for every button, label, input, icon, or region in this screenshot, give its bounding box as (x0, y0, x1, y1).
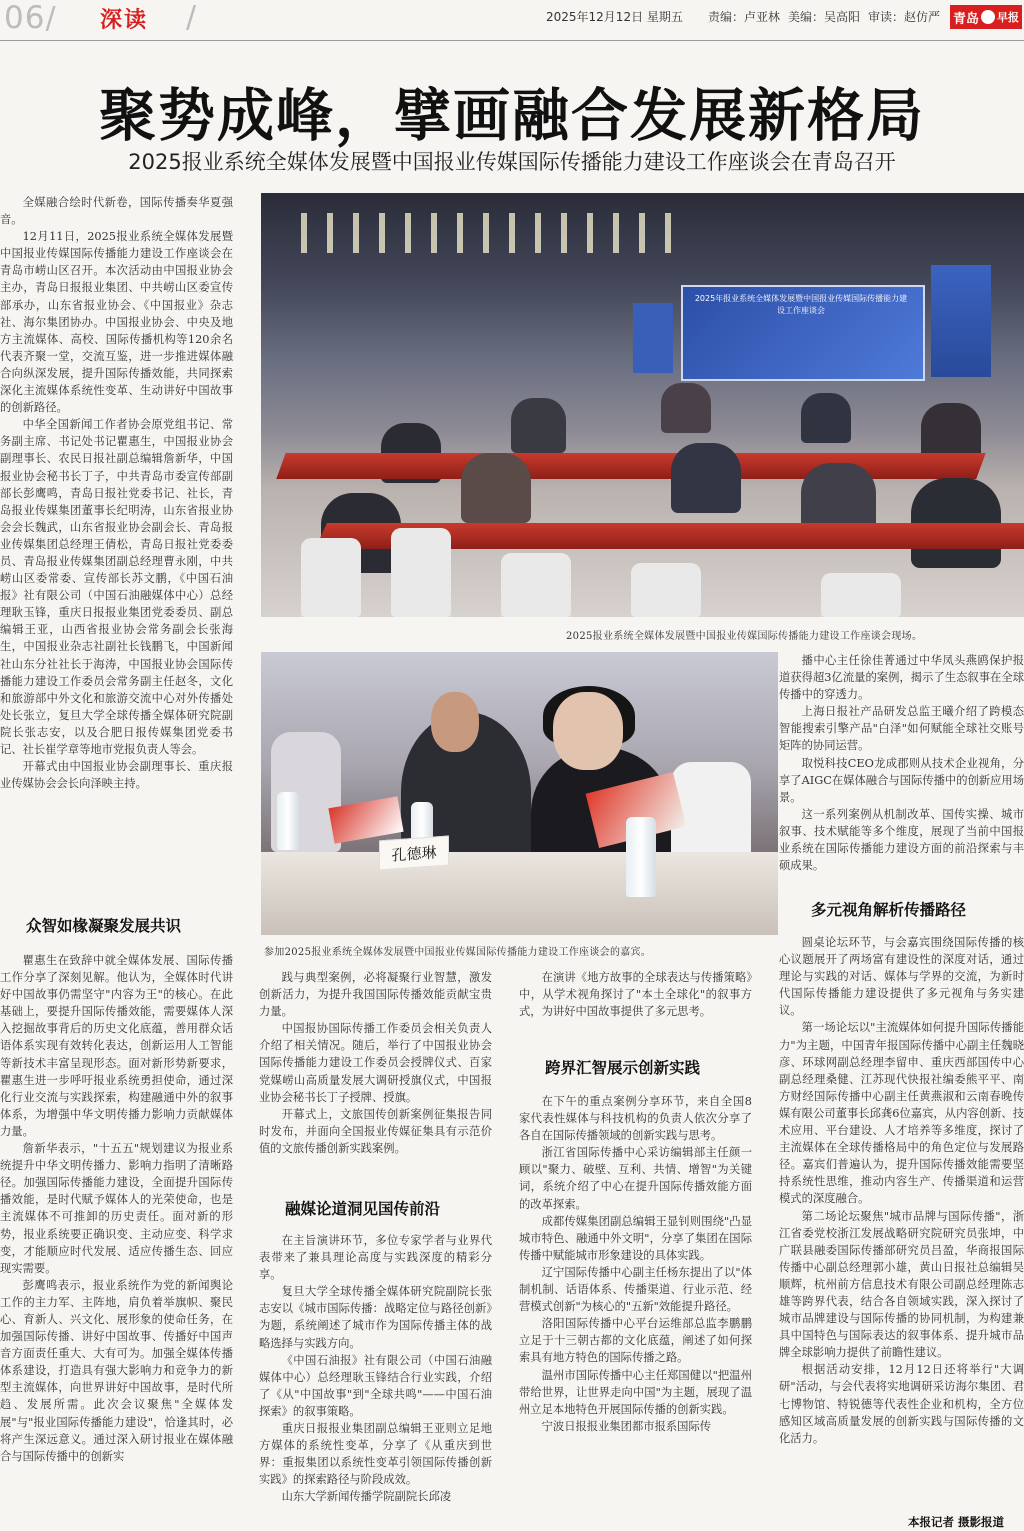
paragraph: 践与典型案例，必将凝聚行业智慧，激发创新活力，为提升我国国际传播效能贡献宝贵力量。 (259, 971, 492, 1019)
paragraph: 山东大学新闻传播学院副院长邱凌 (281, 1490, 452, 1504)
paragraph: 播中心主任徐佳菁通过中华凤头燕鸥保护报道获得超3亿流量的案例，揭示了生态叙事在全球传播中的穿透力。 (779, 654, 1024, 702)
paragraph: 詹新华表示，"十五五"规划建议为报业系统提升中华文明传播力、影响力指明了清晰路径。加强国际传播能力建设，全面提升国际传播效能，是时代赋予媒体人的光荣使命，也是主流媒体不可推卸的历史责任。面对新的形势，报业系统要正确识变、主动应变、科学求变，才能顺应时代发展、适应传播生态、回应现实需要。 (0, 1142, 233, 1275)
editor-credit: 责编：卢亚林 (708, 10, 781, 24)
section-heading-consensus: 众智如椽凝聚发展共识 (26, 917, 182, 935)
issue-date: 2025年12月12日 星期五 (546, 10, 683, 24)
paragraph: 这一系列案例从机制改革、国传实操、城市叙事、技术赋能等多个维度，展现了当前中国报业系统在国际传播能力建设方面的前沿探索与丰硕成果。 (779, 807, 1024, 873)
section-divider: / (186, 0, 197, 35)
paragraph: 开幕式由中国报业协会副理事长、重庆报业传媒协会会长向泽映主持。 (0, 760, 233, 791)
section-title: 深读 (100, 8, 149, 33)
conference-hall-photo (261, 193, 1024, 617)
stage-screen-text: 2025年报业系统全媒体发展暨中国报业传媒国际传播能力建设工作座谈会 (694, 294, 908, 315)
paragraph: 在主旨演讲环节，多位专家学者与业界代表带来了兼具理论高度与实践深度的精彩分享。 (259, 1234, 492, 1282)
column-1-intro (0, 194, 233, 884)
photo1-caption: 2025报业系统全媒体发展暨中国报业传媒国际传播能力建设工作座谈会现场。 (566, 631, 923, 642)
paragraph: 彭鹰鸣表示，报业系统作为党的新闻舆论工作的主力军、主阵地，肩负着举旗帜、聚民心、育新人、兴文化、展形象的使命任务，在加强国际传播、讲好中国故事、传播好中国声音方面责任重大、大有可为。加强全媒体传播体系建设，打造具有强大影响力和竞争力的新型主流媒体，向世界讲好中国故事，是时代所趋、发展所需。此次会议聚焦"全媒体发展"与"报业国际传播能力建设"，恰逢其时，必将产生深远意义。通过深入研讨报业在媒体融合与国际传播中的创新实 (0, 1278, 233, 1463)
nameplate: 孔德琳 (379, 836, 449, 871)
paragraph: 辽宁国际传播中心副主任杨东提出了以"体制机制、话语体系、传播渠道、行业示范、经营模式创新"为核心的"五新"效能提升路径。 (519, 1265, 752, 1314)
paragraph: 浙江省国际传播中心采访编辑部主任颜一顾以"聚力、破壁、互利、共情、增智"为关键词，系统介绍了中心在提升国际传播效能方面的改革探索。 (519, 1146, 752, 1211)
section-heading-practice: 跨界汇智展示创新实践 (545, 1059, 701, 1077)
column-2-body (259, 1232, 492, 1531)
paragraph: 《中国石油报》社有限公司（中国石油融媒体中心）总经理耿玉锋结合行业实践，介绍了《从"中国故事"到"全球共鸣"——中国石油探索》的叙事策略。 (259, 1353, 492, 1418)
byline: 本报记者 摄影报道 (908, 1515, 1005, 1529)
paragraph: 中华全国新闻工作者协会原党组书记、常务副主席、书记处书记瞿惠生，中国报业协会副理事长、农民日报社副总编辑詹新华，中国报业协会秘书长丁子，中共青岛市委宣传部副部长彭鹰鸣，青岛日报社党委书记、社长，青岛报业传媒集团董事长纪明涛，山东省报业协会会长魏武，山东省报业协会副会长、青岛报业传媒集团总经理王倩松，青岛日报社党委委员、青岛报业传媒集团副总经理曹永刚，中共崂山区委常委、宣传部长苏文鹏，《中国石油报》社有限公司（中国石油融媒体中心）总经理耿玉锋，重庆日报报业集团党委委员、副总编辑王亚，山西省报业协会常务副会长张海生，中国报业杂志社副社长钱鹏飞，中国新闻社山东分社社长于海涛，中国报业协会国际传播能力建设工作委员会常务副主任赵冬，文化和旅游部中外文化和旅游交流中心对外传播处处长张立，复旦大学全球传播全媒体研究院副院长张志安，以及合肥日报传媒集团党委书记、社长崔学章等地市党报负责人等会。 (0, 418, 233, 756)
reviewer-credit: 审读：赵仿严 (868, 10, 941, 24)
paragraph: 上海日报社产品研发总监王曦介绍了跨模态智能搜索引擎产品"白泽"如何赋能全球社交账号矩阵的协同运营。 (779, 705, 1024, 753)
page-number: 06/ (4, 0, 57, 36)
section-heading-perspectives: 多元视角解析传播路径 (811, 901, 967, 919)
paragraph: 复旦大学全球传播全媒体研究院副院长张志安以《城市国际传播：战略定位与路径创新》为题，系统阐述了城市作为国际传播主体的战略选择与实践方向。 (259, 1285, 492, 1350)
logo-badge-icon (981, 10, 995, 24)
column-3-top (519, 969, 752, 1039)
paragraph: 中国报协国际传播工作委员会相关负责人介绍了相关情况。随后，举行了中国报业协会国际传播能力建设工作委员会授牌仪式、百家党媒崂山高质量发展大调研授旗仪式，中国报业协会秘书长丁子授牌、授旗。 (259, 1022, 492, 1104)
paragraph: 12月11日，2025报业系统全媒体发展暨中国报业传媒国际传播能力建设工作座谈会在青岛市崂山区召开。本次活动由中国报业协会主办，青岛日报报业集团、中共崂山区委宣传部承办，山东省报业协会、《中国报业》杂志社、海尔集团协办。中国报业协会、中央及地方主流媒体、高校、国际传播机构等120余名代表齐聚一堂，交流互鉴，进一步推进媒体融合向纵深发展，提升国际传播效能，共同探索深化主流媒体系统性变革、生动讲好中国故事的创新路径。 (0, 230, 233, 415)
photo2-caption: 参加2025报业系统全媒体发展暨中国报业传媒国际传播能力建设工作座谈会的嘉宾。 (264, 947, 652, 958)
paragraph: 第一场论坛以"主流媒体如何提升国际传播能力"为主题，中国青年报国际传播中心副主任魏晓彦、环球网副总经理李留申、重庆西部国传中心副总经理桑健、江苏现代快报社编委熊平平、南方财经国际传播中心副主任黄燕淑和云南春晚传媒有限公司董事长邱龚6位嘉宾，从内容创新、技术应用、平台建设、人才培养等多维度，探讨了主流媒体在全球传播格局中的角色定位与发展路径。嘉宾们普遍认为，提升国际传播效能需要坚持系统性思维，推动内容生产、传播渠道和运营模式的深度融合。 (779, 1021, 1024, 1206)
art-editor-credit: 美编：吴高阳 (788, 10, 861, 24)
section-heading-forum: 融媒论道洞见国传前沿 (285, 1200, 441, 1218)
subheadline: 2025报业系统全媒体发展暨中国报业传媒国际传播能力建设工作座谈会在青岛召开 (128, 150, 896, 174)
paragraph: 在演讲《地方故事的全球表达与传播策略》中，从学术视角探讨了"本土全球化"的叙事方式，为讲好中国故事提供了多元思考。 (519, 971, 752, 1019)
paragraph: 重庆日报报业集团副总编辑王亚则立足地方媒体的系统性变革，分享了《从重庆到世界：重报集团以系统性变革引领国际传播创新实践》的探索路径与阶段成效。 (259, 1422, 492, 1487)
column-4-top (779, 652, 1024, 878)
paragraph: 开幕式上，文旅国传创新案例征集报告同时发布，并面向全国报业传媒征集具有示范价值的文旅传播创新实践案例。 (259, 1107, 492, 1155)
paragraph: 根据活动安排，12月12日还将举行"大调研"活动，与会代表将实地调研采访海尔集团、君七博物馆、特锐德等代表性企业和机构，全方位感知区域高质量发展的创新实践与国际传播的文化活力。 (779, 1363, 1024, 1445)
column-1-body (0, 952, 233, 1531)
column-2-top (259, 969, 492, 1179)
column-4-body (779, 934, 1024, 1514)
header-rule (0, 40, 1024, 41)
paragraph: 取悦科技CEO龙成郡则从技术企业视角，分享了AIGC在媒体融合与国际传播中的创新应用场景。 (779, 756, 1024, 804)
paragraph: 洛阳国际传播中心平台运维部总监李鹏鹏立足于十三朝古都的文化底蕴，阐述了如何探索具有地方特色的国际传播之路。 (519, 1317, 752, 1365)
paragraph: 温州市国际传播中心主任郑国健以"把温州带给世界，让世界走向中国"为主题，展现了温州立足本地特色开展国际传播的创新实践。 (519, 1368, 752, 1416)
newspaper-logo: 青岛 早报 (950, 5, 1022, 29)
paragraph: 瞿惠生在致辞中就全媒体发展、国际传播工作分享了深刻见解。他认为，全媒体时代讲好中国故事仍需坚守"内容为王"的核心。在此基础上，要提升国际传播效能，需要媒体人深入挖掘故事背后的历史文化底蕴，善用群众话语体系实现有效转化表达，创新运用人工智能等新技术丰富呈现形态。面对新形势新要求，瞿惠生进一步呼吁报业系统勇担使命，通过深化行业交流与实践探索，构建融通中外的叙事体系，为增强中华文明传播力影响力贡献媒体力量。 (0, 954, 233, 1138)
guests-reading-photo (261, 652, 778, 935)
paragraph: 第二场论坛聚焦"城市品牌与国际传播"，浙江省委党校浙江发展战略研究院研究员张坤，中广联县融委国际传播部研究员吕盈，华商报国际传播中心副总经理郭小雄，黄山日报社总编辑吴顺辉，杭州前方信息技术有限公司副总经理陈志雄等跨界代表，结合各自领域实践，深入探讨了城市品牌建设与国际传播的协同机制，为构建兼具中国特色与国际表达的叙事体系、提升城市品牌全球影响力提供了前瞻性建议。 (779, 1209, 1024, 1360)
paragraph: 成都传媒集团副总编辑王显钊则围绕"凸显城市特色、融通中外文明"，分享了集团在国际传播中赋能城市形象建设的具体实践。 (519, 1214, 752, 1262)
paragraph: 全媒融合绘时代新卷，国际传播奏华夏强音。 (0, 196, 233, 227)
paragraph: 宁波日报报业集团都市报系国际传 (541, 1419, 712, 1433)
paragraph: 在下午的重点案例分享环节，来自全国8家代表性媒体与科技机构的负责人依次分享了各自在国际传播领域的创新实践与思考。 (519, 1095, 752, 1143)
paragraph: 圆桌论坛环节，与会嘉宾围绕国际传播的核心议题展开了两场富有建设性的深度对话，通过理论与实践的对话、媒体与学界的交流，为新时代国际传播能力建设提供了多元视角与务实建议。 (779, 936, 1024, 1018)
headline: 聚势成峰，擘画融合发展新格局 (99, 83, 925, 149)
column-3-body (519, 1093, 752, 1531)
